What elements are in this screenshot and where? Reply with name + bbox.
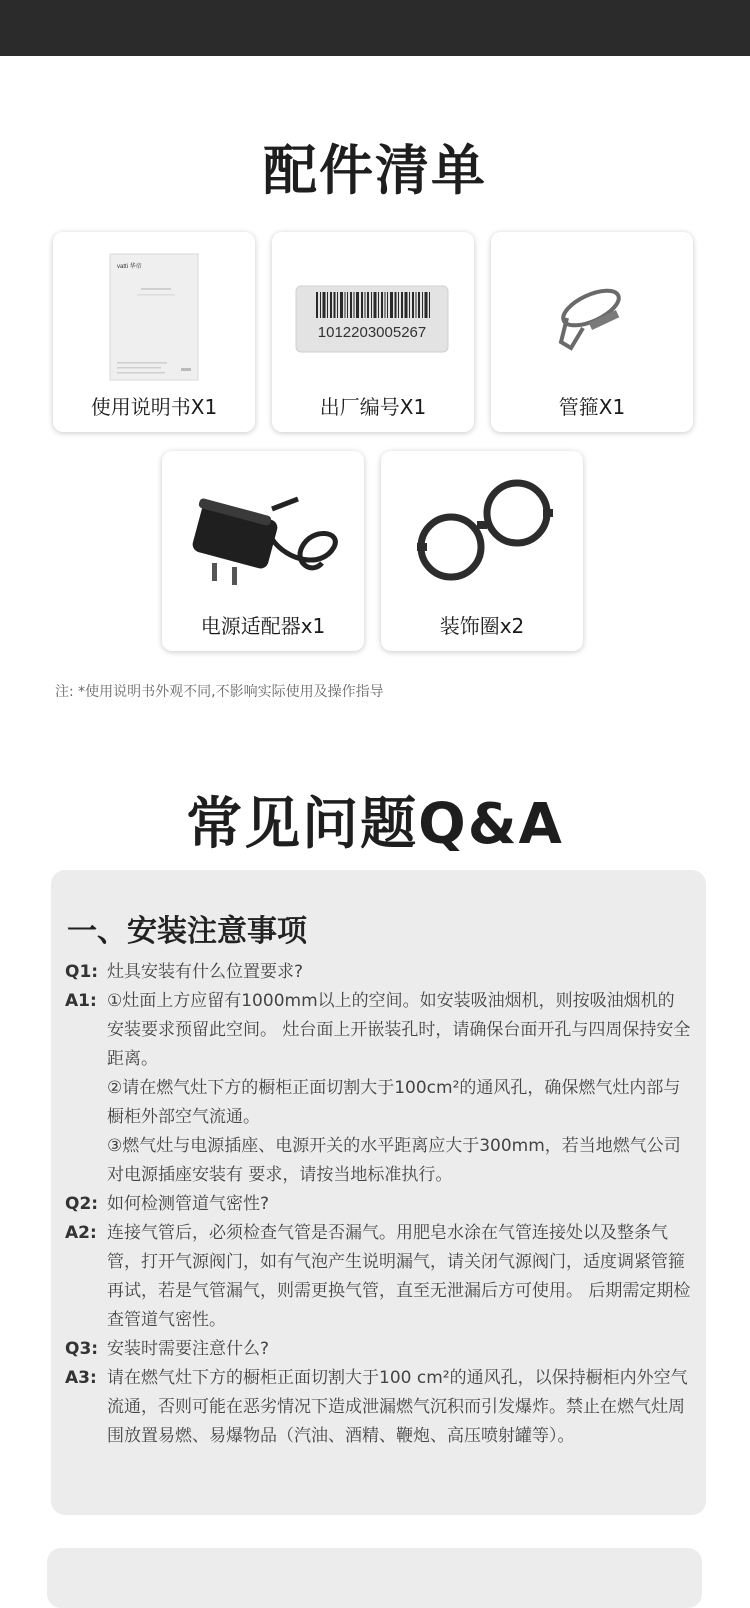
faq-tag: Q2: xyxy=(65,1194,99,1214)
accessory-card-decorative-ring xyxy=(381,451,583,651)
barcode-bar xyxy=(429,292,430,318)
manual-booklet-icon xyxy=(53,232,255,392)
barcode-bar xyxy=(347,292,348,318)
faq-section-title: 一、安装注意事项 xyxy=(67,914,307,949)
barcode-bar xyxy=(412,292,414,318)
barcode-number: 1012203005267 xyxy=(317,324,427,341)
faq-tag: Q3: xyxy=(65,1339,99,1359)
barcode-bar xyxy=(323,292,326,318)
faq-panel-next xyxy=(47,1548,702,1608)
faq-text: 连接气管后，必须检查气管是否漏气。用肥皂水涂在气管连接处以及整条气管，打开气源阀门，如有气泡产生说明漏气，请关闭气源阀门，适度调紧管箍再试，若是气管漏气，则需更换气管，直至无泄漏后方可使用。 后期需定期检查管道气密性。 xyxy=(107,1223,691,1330)
pipe-clamp-icon xyxy=(491,232,693,392)
faq-text: 请在燃气灶下方的橱柜正面切割大于100 cm²的通风孔，以保持橱柜内外空气流通，否则可能在恶劣情况下造成泄漏燃气沉积而引发爆炸。禁止在燃气灶周围放置易燃、易爆物品（汽油、酒精、鞭炮、高压喷射罐等）。 xyxy=(107,1368,688,1446)
barcode-bar xyxy=(330,292,332,318)
barcode-bar xyxy=(354,292,355,318)
barcode-label-icon xyxy=(272,232,474,392)
faq-text: ②请在燃气灶下方的橱柜正面切割大于100cm²的通风孔，确保燃气灶内部与橱柜外部空气流通。 xyxy=(107,1078,681,1127)
barcode-bar xyxy=(316,292,318,318)
barcode-bar xyxy=(367,292,369,318)
barcode-bar xyxy=(327,292,328,318)
faq-text: ①灶面上方应留有1000mm以上的空间。如安装吸油烟机，则按吸油烟机的安装要求预留此空间。 灶台面上开嵌装孔时，请确保台面开孔与四周保持安全距离。 xyxy=(107,991,691,1069)
faq-text: 如何检测管道气密性? xyxy=(107,1194,270,1214)
barcode-bar xyxy=(401,292,403,318)
faq-question xyxy=(65,1190,691,1219)
faq-text: 灶具安装有什么位置要求? xyxy=(107,962,304,982)
accessory-caption: 使用说明书X1 xyxy=(90,395,218,419)
faq-text: ③燃气灶与电源插座、电源开关的水平距离应大于300mm，若当地燃气公司对电源插座安装有 要求，请按当地标准执行。 xyxy=(107,1136,681,1185)
barcode-bar xyxy=(422,292,423,318)
accessory-card-manual xyxy=(53,232,255,432)
barcode-bar xyxy=(390,292,393,318)
faq-tag: A2: xyxy=(65,1223,97,1243)
barcode-bar xyxy=(350,292,352,318)
faq-text: 安装时需要注意什么? xyxy=(107,1339,270,1359)
decorative-ring-icon xyxy=(381,451,583,611)
accessories-title: 配件清单 xyxy=(263,139,487,202)
barcode-bar xyxy=(398,292,399,318)
accessory-card-pipe-clamp xyxy=(491,232,693,432)
barcode-bar xyxy=(381,292,383,318)
faq-answer xyxy=(65,987,691,1190)
barcode-bar xyxy=(371,292,372,318)
faq-list xyxy=(65,958,691,1451)
accessory-caption: 管箍X1 xyxy=(558,395,626,419)
faq-title: 常见问题Q&A xyxy=(186,792,564,857)
accessory-caption: 电源适配器x1 xyxy=(200,614,326,638)
barcode-bar xyxy=(374,292,377,318)
faq-panel xyxy=(51,870,706,1515)
faq-question xyxy=(65,958,691,987)
barcode-bar xyxy=(405,292,408,318)
barcode-bar xyxy=(337,292,338,318)
barcode-bar xyxy=(385,292,386,318)
barcode-bar xyxy=(345,292,346,318)
faq-tag: Q1: xyxy=(65,962,99,982)
power-adapter-icon xyxy=(162,451,364,611)
barcode-bar xyxy=(378,292,379,318)
barcode-bar xyxy=(395,292,397,318)
barcode-bar xyxy=(365,292,366,318)
accessory-caption: 出厂编号X1 xyxy=(319,395,427,419)
barcode-bar xyxy=(387,292,388,318)
faq-tag: A1: xyxy=(65,991,97,1011)
faq-answer xyxy=(65,1364,691,1451)
accessory-caption: 装饰圈x2 xyxy=(439,614,525,638)
barcode-bar xyxy=(418,292,420,318)
barcode-bar xyxy=(340,292,343,318)
barcode-bar xyxy=(356,292,359,318)
accessory-card-power-adapter xyxy=(162,451,364,651)
accessory-card-serial-number xyxy=(272,232,474,432)
barcode-bar xyxy=(409,292,410,318)
accessories-note: 注: *使用说明书外观不同,不影响实际使用及操作指导 xyxy=(55,684,384,700)
barcode-bar xyxy=(320,292,321,318)
faq-tag: A3: xyxy=(65,1368,97,1388)
barcode-bar xyxy=(425,292,428,318)
barcode-bar xyxy=(416,292,417,318)
faq-question xyxy=(65,1335,691,1364)
svg-text:vatti 华帝: vatti 华帝 xyxy=(117,264,142,270)
barcode-bar xyxy=(361,292,363,318)
top-bar xyxy=(0,0,750,56)
faq-answer xyxy=(65,1219,691,1335)
barcode-bar xyxy=(334,292,336,318)
